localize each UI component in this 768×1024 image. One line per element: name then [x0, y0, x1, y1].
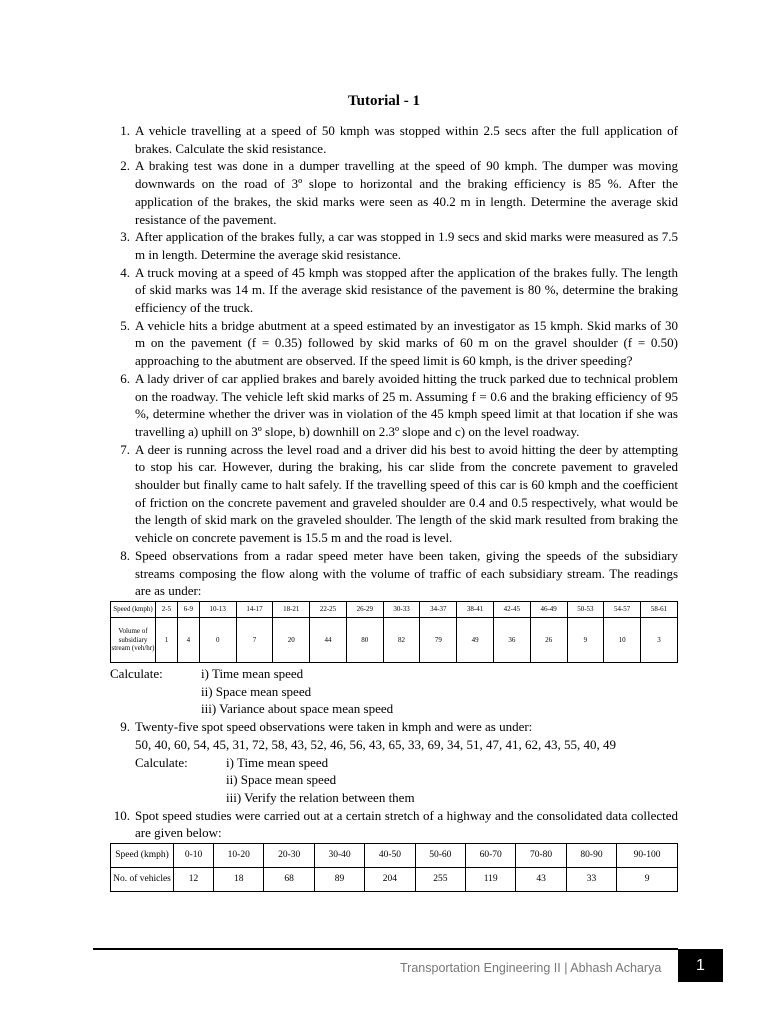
table-cell: 46-49	[530, 601, 567, 617]
question-7	[110, 441, 678, 547]
question-number: 4.	[120, 264, 130, 280]
table-cell: 50-60	[415, 844, 465, 868]
table-cell: 36	[493, 617, 530, 662]
table-cell: 18-21	[273, 601, 310, 617]
speed-volume-table	[110, 601, 678, 663]
question-text: After application of the brakes fully, a car was stopped in 1.9 secs and skid marks were measured as 7.5 m in length. Determine the average skid resistance.	[135, 229, 678, 262]
table-cell: 26-29	[346, 601, 383, 617]
question-list	[110, 122, 678, 894]
calculate-item: iii) Verify the relation between them	[226, 789, 415, 805]
question-4	[110, 264, 678, 317]
question-number: 5.	[120, 317, 130, 333]
footer-text: Transportation Engineering II | Abhash Acharya	[400, 961, 662, 975]
question-1	[110, 122, 678, 157]
question-number: 10.	[113, 807, 130, 823]
table-cell: 49	[457, 617, 494, 662]
calculate-label: Calculate:	[135, 754, 188, 770]
table-cell: 30-40	[314, 844, 364, 868]
table-cell: 40-50	[365, 844, 415, 868]
calculate-block-8	[110, 665, 678, 718]
table-cell: 82	[383, 617, 420, 662]
table-cell: 18	[214, 868, 264, 892]
table-cell: 54-57	[604, 601, 641, 617]
question-10	[110, 807, 678, 842]
table-cell: 10	[604, 617, 641, 662]
table-header-count: No. of vehicles	[111, 868, 174, 892]
table-cell: 68	[264, 868, 314, 892]
calculate-block-9	[135, 754, 678, 807]
table-cell: 80-90	[566, 844, 616, 868]
table-cell: 0	[199, 617, 236, 662]
question-number: 2.	[120, 158, 130, 174]
table-cell: 42-45	[493, 601, 530, 617]
question-5	[110, 317, 678, 370]
page-number: 1	[678, 949, 723, 982]
table-header-speed: Speed (kmph)	[111, 601, 156, 617]
table-cell: 2-5	[156, 601, 178, 617]
question-6	[110, 370, 678, 441]
question-text: A braking test was done in a dumper travelling at the speed of 90 kmph. The dumper was moving downwards on the road of 3º slope to horizontal and the braking efficiency is 85 %. After the application of the brakes, the skid marks were seen as 40.2 m in length. Determine the average skid resistance of the pavement.	[135, 158, 678, 227]
question-number: 3.	[120, 229, 130, 245]
table-cell: 70-80	[516, 844, 566, 868]
table-cell: 9	[567, 617, 604, 662]
question-text: A vehicle travelling at a speed of 50 kmph was stopped within 2.5 secs after the full application of brakes. Calculate the skid resistance.	[135, 123, 678, 156]
table-cell: 80	[346, 617, 383, 662]
table-cell: 89	[314, 868, 364, 892]
table-cell: 12	[174, 868, 214, 892]
question-text: Twenty-five spot speed observations were taken in kmph and were as under:	[135, 719, 533, 735]
question-number: 6.	[120, 370, 130, 386]
question-number: 9.	[120, 719, 130, 735]
calculate-item: ii) Space mean speed	[201, 683, 312, 699]
calculate-item: iii) Variance about space mean speed	[201, 701, 394, 717]
table-cell: 6-9	[177, 601, 199, 617]
question-number: 8.	[120, 547, 130, 563]
question-2	[110, 157, 678, 228]
table-cell: 90-100	[617, 844, 678, 868]
table-cell: 43	[516, 868, 566, 892]
spot-speed-table	[110, 843, 678, 892]
table-cell: 22-25	[310, 601, 347, 617]
table-cell: 3	[641, 617, 678, 662]
table-cell: 4	[177, 617, 199, 662]
table-cell: 30-33	[383, 601, 420, 617]
table-cell: 10-20	[214, 844, 264, 868]
question-text: A lady driver of car applied brakes and barely avoided hitting the truck parked due to technical problem on the roadway. The vehicle left skid marks of 25 m. Assuming f = 0.6 and the braking efficiency of 95 %, determine whether the driver was in violation of the 45 kmph speed limit at that location if she was travelling a) uphill on 3º slope, b) downhill on 2.3º slope and c) on the level roadway.	[135, 370, 678, 439]
table-cell: 255	[415, 868, 465, 892]
table-header-volume: Volume of subsidiary stream (veh/hr)	[111, 617, 156, 662]
spot-speed-data: 50, 40, 60, 54, 45, 31, 72, 58, 43, 52, 46, 56, 43, 65, 33, 69, 34, 51, 47, 41, 62, 43, 55, 40, 49	[135, 736, 616, 752]
question-number: 7.	[120, 441, 130, 457]
question-number: 1.	[120, 123, 130, 138]
footer-divider	[93, 948, 678, 950]
calculate-label: Calculate:	[110, 665, 163, 681]
table-cell: 7	[236, 617, 273, 662]
table-cell: 204	[365, 868, 415, 892]
question-8	[110, 547, 678, 600]
table-cell: 38-41	[457, 601, 494, 617]
table-cell: 1	[156, 617, 178, 662]
calculate-item: ii) Space mean speed	[226, 772, 337, 788]
question-3	[110, 228, 678, 263]
question-text: Spot speed studies were carried out at a certain stretch of a highway and the consolidated data collected are given below:	[135, 807, 678, 841]
table-cell: 10-13	[199, 601, 236, 617]
table-cell: 14-17	[236, 601, 273, 617]
table-cell: 58-61	[641, 601, 678, 617]
table-cell: 119	[466, 868, 516, 892]
table-header-speed: Speed (kmph)	[111, 844, 174, 868]
table-cell: 33	[566, 868, 616, 892]
table-cell: 26	[530, 617, 567, 662]
table-cell: 20	[273, 617, 310, 662]
question-text: A deer is running across the level road and a driver did his best to avoid hitting the deer by attempting to stop his car. However, during the braking, his car slide from the concrete pavement to graveled shoulder but finally came to halt safely. If the travelling speed of this car is 60 kmph and the coefficient of friction on the concrete pavement and graveled shoulder are 0.4 and 0.5 respectively, what would be the length of skid mark on the graveled shoulder. The length of the skid mark resulted from braking the vehicle on concrete pavement is 15.5 m and the road is level.	[135, 441, 678, 546]
question-9	[110, 718, 678, 807]
table-cell: 50-53	[567, 601, 604, 617]
table-cell: 44	[310, 617, 347, 662]
table-cell: 60-70	[466, 844, 516, 868]
calculate-item: i) Time mean speed	[201, 665, 304, 681]
table-cell: 9	[617, 868, 678, 892]
page-title: Tutorial - 1	[348, 93, 420, 109]
question-text: A truck moving at a speed of 45 kmph was stopped after the application of the brakes fully. The length of skid marks was 14 m. If the average skid resistance of the pavement is 80 %, determine the braking efficiency of the truck.	[135, 264, 678, 316]
table-cell: 0-10	[174, 844, 214, 868]
calculate-item: i) Time mean speed	[226, 754, 329, 770]
table-cell: 79	[420, 617, 457, 662]
table-cell: 20-30	[264, 844, 314, 868]
table-cell: 34-37	[420, 601, 457, 617]
question-text: Speed observations from a radar speed meter have been taken, giving the speeds of the subsidiary streams composing the flow along with the volume of traffic of each subsidiary stream. The readings are as under:	[135, 547, 678, 599]
question-text: A vehicle hits a bridge abutment at a speed estimated by an investigator as 15 kmph. Skid marks of 30 m on the pavement (f = 0.35) followed by skid marks of 60 m on the gravel shoulder (f = 0.50) approaching to the abutment are observed. If the speed limit is 60 kmph, is the driver speeding?	[135, 317, 678, 369]
